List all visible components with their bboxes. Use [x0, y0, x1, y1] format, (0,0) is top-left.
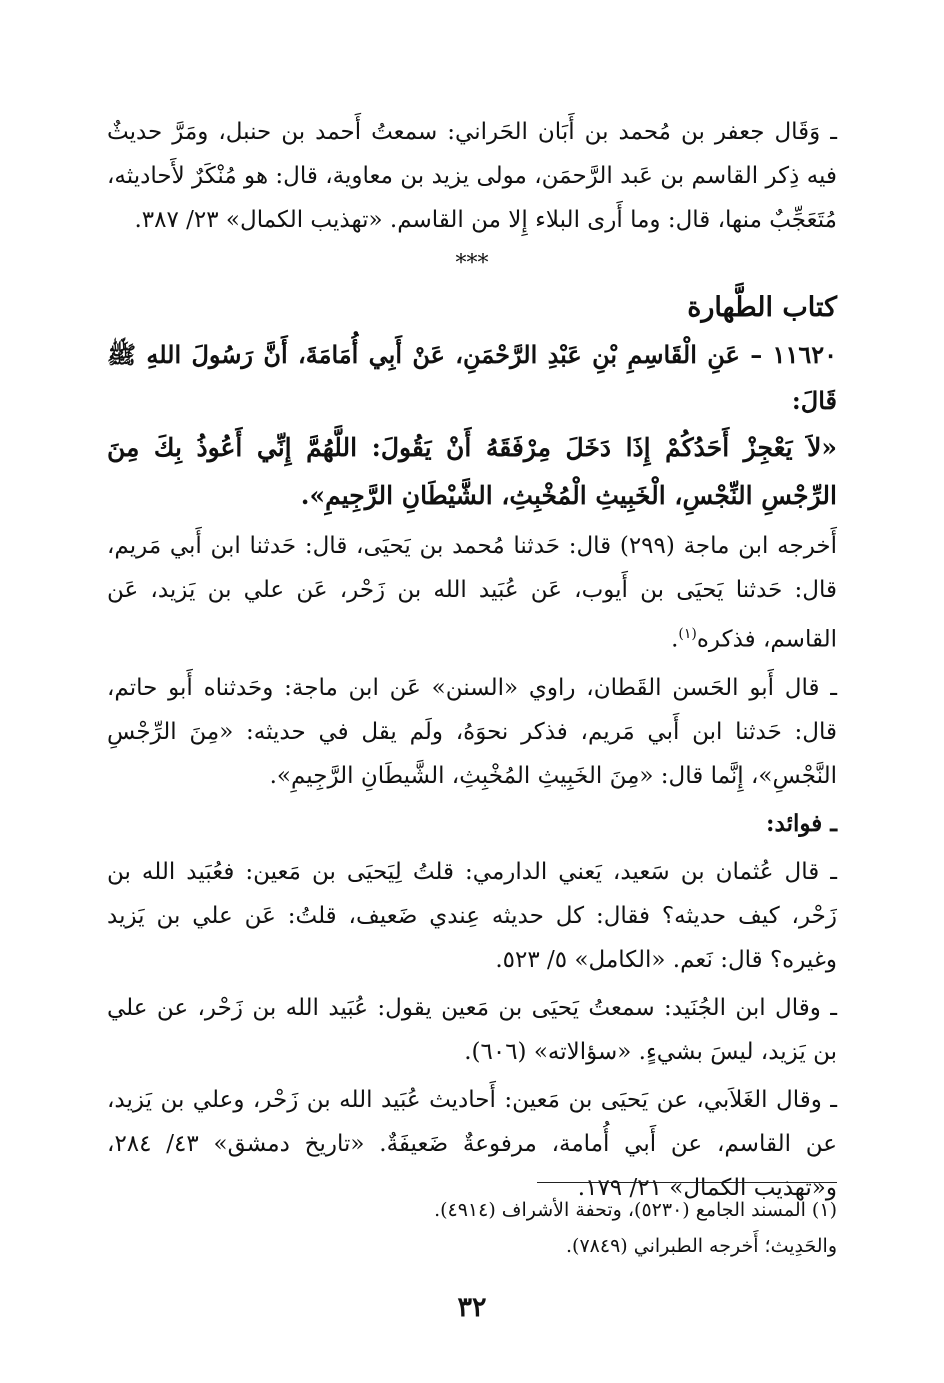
footnote-reference: (١) [678, 626, 697, 642]
hadith-matn: «لاَ يَعْجِزْ أَحَدُكُمْ إِذَا دَخَلَ مِرْفَقَهُ أَنْ يَقُولَ: اللَّهُمَّ إِنِّي أَعُوذُ بِكَ مِنَ الرِّجْسِ النِّجْسِ، الْخَبِيثِ الْمُخْبِثِ، الشَّيْطَانِ الرَّجِيمِ». [107, 433, 837, 510]
fawaid-heading: ـ فوائد: [766, 809, 837, 837]
hadith-isnad: ١١٦٢٠ – عَنِ الْقَاسِمِ بْنِ عَبْدِ الرَّحْمَنِ، عَنْ أَبِي أُمَامَةَ، أَنَّ رَسُولَ اللهِ ﷺ قَالَ: [107, 340, 837, 415]
main-text [107, 110, 837, 1210]
footnotes [107, 1192, 837, 1264]
footnote-1-continued: والحَدِيث؛ أَخرجه الطبراني (٧٨٤٩). [566, 1235, 837, 1257]
chapter-heading: كتاب الطَّهارة [687, 292, 837, 323]
paragraph-ghallabi: ـ وقال الغَلاَبي، عن يَحيَى بن مَعين: أَحاديث عُبَيد الله بن زَحْر، وعلي بن يَزيد، عن القاسم، عن أَبي أُمامة، مرفوعةٌ ضَعيفَةٌ. «تاريخ دمشق» ٤٣/ ٢٨٤، و«تهذيب الكمال» ٢١/ ١٧٩. [107, 1086, 837, 1201]
section-separator: *** [455, 251, 489, 276]
paragraph-jafar: ـ وَقَال جعفر بن مُحمد بن أَبَان الحَراني: سمعتُ أَحمد بن حنبل، ومَرَّ حديثٌ فيه ذِكر القاسم بن عَبد الرَّحمَن، مولى يزيد بن معاوية، قال: هو مُنْكَرٌ لأَحاديثه، مُتَعَجِّبٌ منها، قال: وما أَرى البلاء إِلا من القاسم. «تهذيب الكمال» ٢٣/ ٣٨٧. [107, 119, 837, 233]
paragraph-takhrij [107, 524, 837, 662]
paragraph-junayd: ـ وقال ابن الجُنَيد: سمعتُ يَحيَى بن مَعين يقول: عُبَيد الله بن زَحْر، عن علي بن يَزيد، ليسَ بشيءٍ. «سؤالاته» (٦٠٦). [107, 994, 837, 1065]
paragraph-qattan: ـ قال أَبو الحَسن القَطان، راوي «السنن» عَن ابن ماجة: وحَدثناه أَبو حاتم، قال: حَدثنا ابن أَبي مَريم، فذكر نحوَهُ، ولَم يقل في حديثه: «مِنَ الرِّجْسِ النَّجْسِ»، إِنَّما قال: «مِنَ الخَبِيثِ المُخْبِثِ، الشَّيطَانِ الرَّجِيمِ». [107, 674, 837, 789]
takhrij-end: . [671, 626, 679, 653]
paragraph-darimi: ـ قال عُثمان بن سَعيد، يَعني الدارمي: قلتُ لِيَحيَى بن مَعين: فعُبَيد الله بن زَحْر، كيف حديثه؟ فقال: كل حديثه عِندي ضَعيف، قلتُ: عَن علي بن يَزيد وغيره؟ قال: نَعم. «الكامل» ٥/ ٥٢٣. [107, 858, 837, 973]
footnote-divider [537, 1182, 837, 1183]
page-number: ٣٢ [457, 1292, 487, 1323]
takhrij-text: أَخرجه ابن ماجة (٢٩٩) قال: حَدثنا مُحمد بن يَحيَى، قال: حَدثنا ابن أَبي مَريم، قال: حَدثنا يَحيَى بن أَيوب، عَن عُبَيد الله بن زَحْر، عَن علي بن يَزيد، عَن القاسم، فذكره [107, 533, 837, 653]
footnote-1: (١) المسند الجامع (٥٢٣٠)، وتحفة الأشراف (٤٩١٤). [434, 1199, 837, 1221]
